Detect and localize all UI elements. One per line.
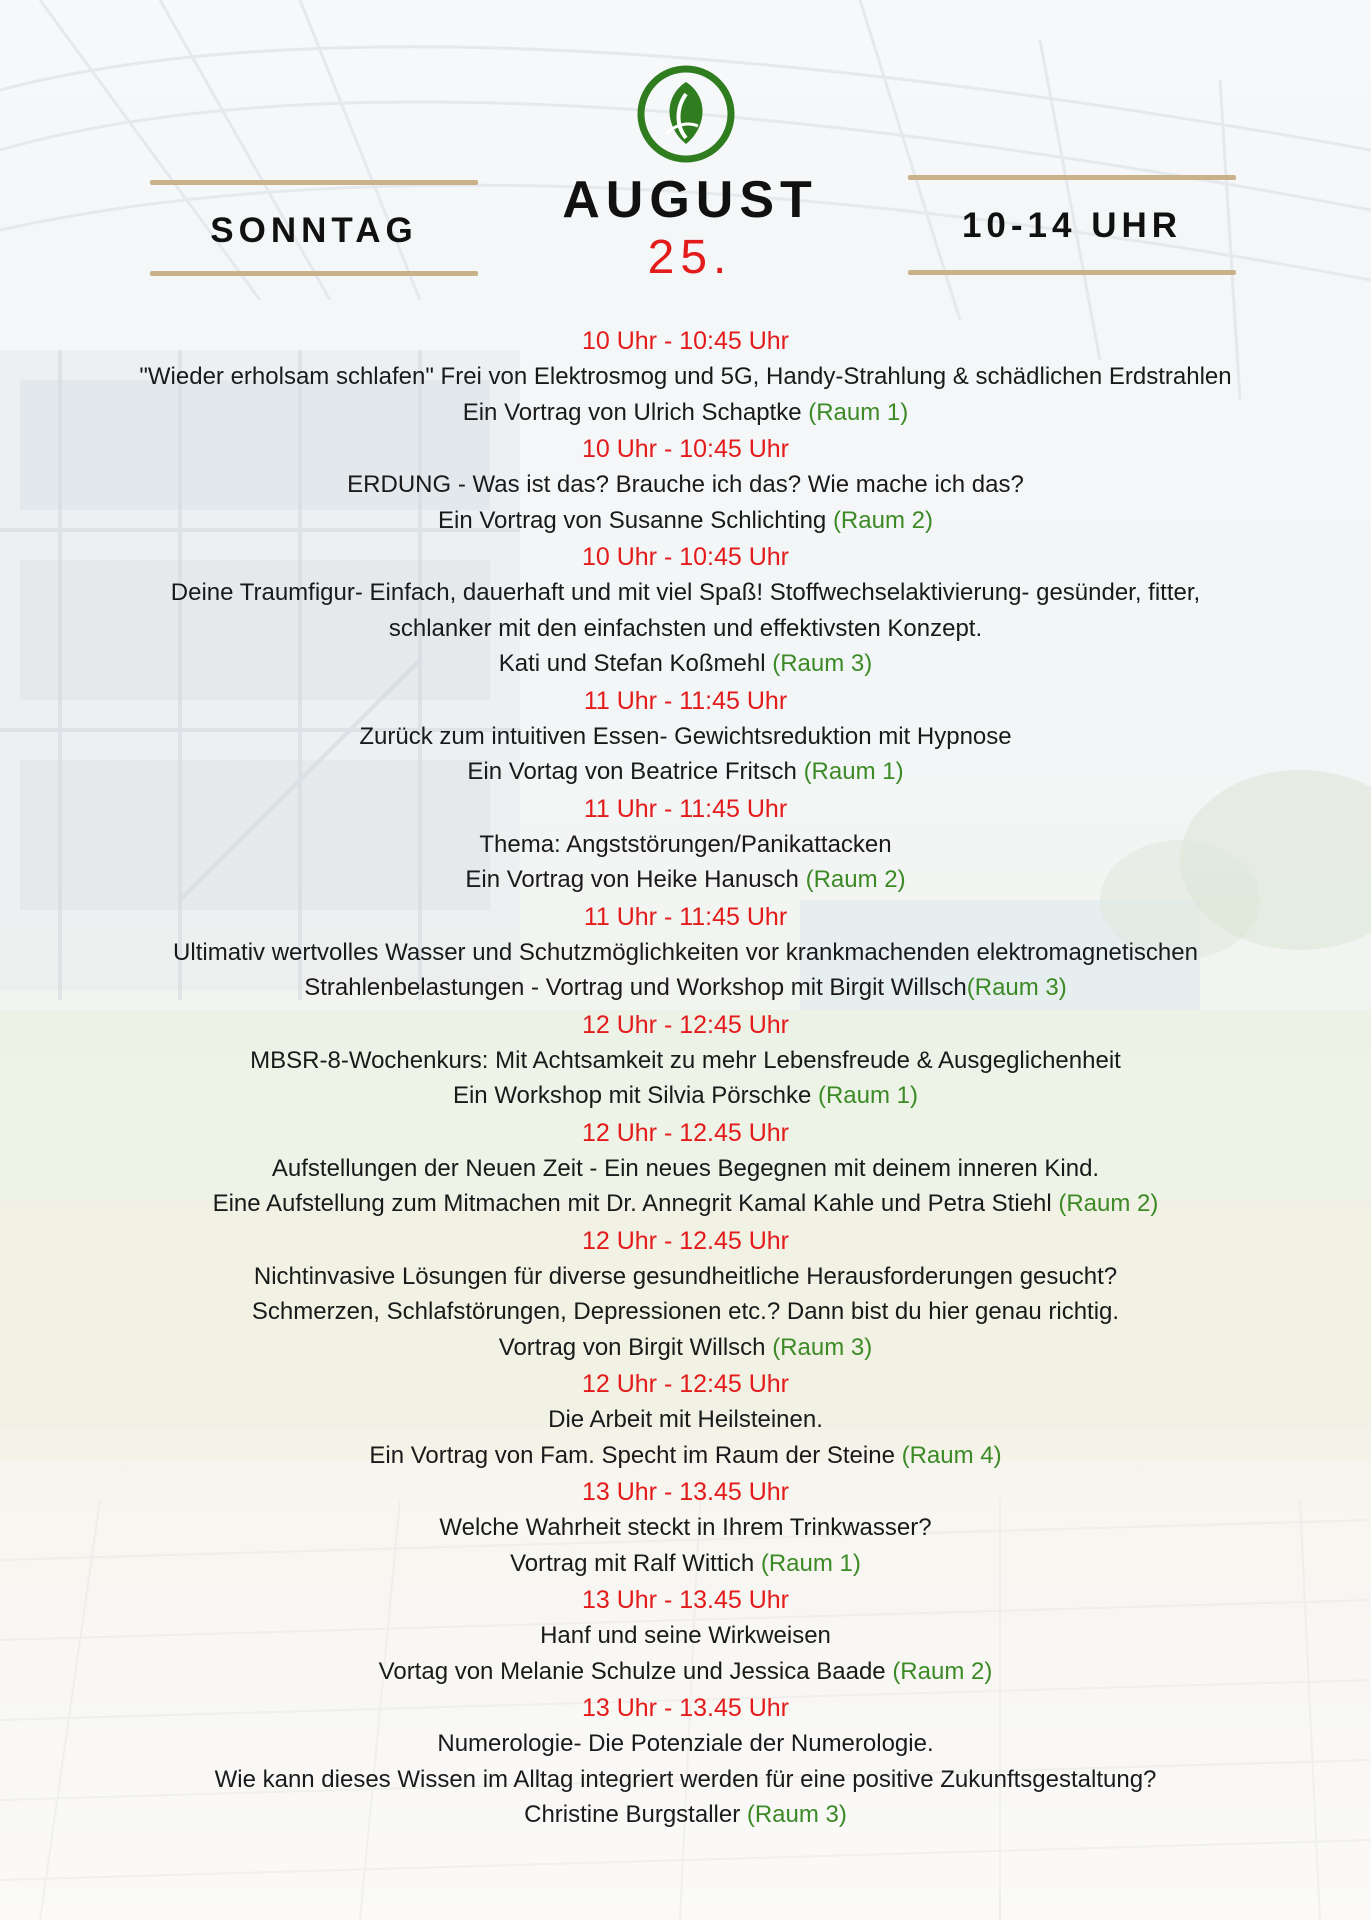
session-text-line — [0, 1546, 1371, 1582]
session-text-line — [0, 1330, 1371, 1366]
divider-rule — [908, 270, 1236, 275]
session-room: (Raum 1) — [808, 398, 909, 426]
session-text: Deine Traumfigur- Einfach, dauerhaft und mit viel Spaß! Stoffwechselaktivierung- gesünder, fitter, — [170, 579, 1201, 606]
session-text-line — [0, 1438, 1371, 1474]
session-text: Christine Burgstaller — [524, 1801, 747, 1828]
session-text-line — [0, 1510, 1371, 1546]
session-text: Ein Vortrag von Heike Hanusch — [465, 866, 806, 893]
hours-block — [908, 175, 1236, 275]
session-text: Wie kann dieses Wissen im Alltag integriert werden für eine positive Zukunftsgestaltung? — [214, 1765, 1157, 1793]
session-text-line — [0, 1294, 1371, 1330]
session-text-line — [0, 1618, 1371, 1654]
session-item — [0, 540, 1371, 682]
session-text-line — [0, 611, 1371, 647]
session-time: 11 Uhr - 11:45 Uhr — [583, 686, 788, 715]
session-room: (Raum 4) — [901, 1441, 1002, 1469]
session-text: Vortrag von Birgit Willsch — [498, 1333, 773, 1361]
session-text: Vortag von Melanie Schulze und Jessica Baade — [378, 1657, 893, 1685]
session-text: Ein Vortag von Beatrice Fritsch — [467, 758, 804, 785]
session-item — [0, 1116, 1371, 1222]
session-item — [0, 1691, 1371, 1833]
session-text-line — [0, 1797, 1371, 1833]
session-item — [0, 1583, 1371, 1689]
session-item — [0, 792, 1371, 898]
session-time: 13 Uhr - 13.45 Uhr — [581, 1478, 790, 1506]
session-time: 10 Uhr - 10:45 Uhr — [581, 543, 790, 571]
session-text: Hanf und seine Wirkweisen — [540, 1622, 831, 1649]
session-text-line — [0, 862, 1371, 898]
session-text-line — [0, 1762, 1371, 1798]
session-room: (Raum 3) — [966, 974, 1067, 1001]
leaf-logo-icon — [636, 64, 736, 164]
hours-label: 10-14 UHR — [961, 206, 1183, 245]
session-text: Eine Aufstellung zum Mitmachen mit Dr. Annegrit Kamal Kahle und Petra Stiehl — [212, 1190, 1059, 1217]
session-item — [0, 1224, 1371, 1366]
session-text-line — [0, 467, 1371, 503]
session-text-line — [0, 1654, 1371, 1690]
session-time: 10 Uhr - 10:45 Uhr — [581, 435, 790, 463]
session-text: Vortrag mit Ralf Wittich — [510, 1549, 761, 1577]
session-room: (Raum 1) — [817, 1082, 919, 1109]
session-text: MBSR-8-Wochenkurs: Mit Achtsamkeit zu mehr Lebensfreude & Ausgeglichenheit — [250, 1046, 1121, 1074]
session-item — [0, 1008, 1371, 1114]
session-text-line — [0, 575, 1371, 611]
session-room: (Raum 2) — [892, 1657, 993, 1685]
session-text: Ein Workshop mit Silvia Pörschke — [452, 1082, 818, 1109]
session-text-line — [0, 935, 1371, 971]
session-text: Thema: Angststörungen/Panikattacken — [479, 830, 892, 858]
session-text-line — [0, 395, 1371, 431]
session-text: Schmerzen, Schlafstörungen, Depressionen etc.? Dann bist du hier genau richtig. — [251, 1298, 1120, 1325]
session-text-line — [0, 827, 1371, 863]
session-text: Kati und Stefan Koßmehl — [498, 650, 773, 677]
session-text: Nichtinvasive Lösungen für diverse gesundheitliche Herausforderungen gesucht? — [253, 1262, 1118, 1290]
session-text-line — [0, 1259, 1371, 1295]
month-title: AUGUST — [562, 171, 818, 229]
session-room: (Raum 3) — [772, 1333, 873, 1361]
session-time: 12 Uhr - 12:45 Uhr — [581, 1010, 790, 1039]
session-text: Numerologie- Die Potenziale der Numerologie. — [437, 1730, 934, 1757]
session-text: Ultimativ wertvolles Wasser und Schutzmöglichkeiten vor krankmachenden elektromagnetischen — [173, 938, 1198, 966]
session-text: Welche Wahrheit steckt in Ihrem Trinkwasser? — [439, 1514, 932, 1541]
day-label: SONNTAG — [210, 211, 418, 250]
divider-rule — [150, 271, 478, 276]
program-list — [0, 324, 1371, 1835]
session-text-line — [0, 1078, 1371, 1114]
date-number: 25. — [647, 231, 733, 284]
day-block — [150, 180, 478, 276]
session-time: 12 Uhr - 12.45 Uhr — [581, 1226, 790, 1255]
session-item — [0, 324, 1371, 430]
session-text-line — [0, 970, 1371, 1006]
session-text: Ein Vortrag von Ulrich Schaptke — [462, 398, 809, 426]
session-room: (Raum 2) — [805, 866, 906, 893]
session-time: 11 Uhr - 11:45 Uhr — [583, 794, 788, 823]
session-room: (Raum 1) — [803, 758, 904, 785]
session-text: Aufstellungen der Neuen Zeit - Ein neues Begegnen mit deinem inneren Kind. — [271, 1154, 1100, 1182]
session-room: (Raum 2) — [832, 506, 933, 534]
divider-rule — [908, 175, 1236, 180]
session-item — [0, 900, 1371, 1006]
session-text-line — [0, 1151, 1371, 1187]
session-item — [0, 1367, 1371, 1473]
session-room: (Raum 3) — [772, 650, 873, 677]
session-time: 13 Uhr - 13.45 Uhr — [581, 1694, 790, 1722]
session-time: 10 Uhr - 10:45 Uhr — [581, 327, 790, 355]
session-room: (Raum 1) — [760, 1549, 861, 1577]
session-text-line — [0, 503, 1371, 539]
session-text-line — [0, 1726, 1371, 1762]
session-time: 13 Uhr - 13.45 Uhr — [581, 1586, 790, 1614]
session-text: Ein Vortrag von Susanne Schlichting — [438, 506, 833, 534]
session-item — [0, 1475, 1371, 1581]
session-text: "Wieder erholsam schlafen" Frei von Elektrosmog und 5G, Handy-Strahlung & schädlichen Erdstrahlen — [139, 363, 1232, 390]
session-item — [0, 432, 1371, 538]
session-text: ERDUNG - Was ist das? Brauche ich das? Wie mache ich das? — [347, 471, 1024, 498]
session-text: Die Arbeit mit Heilsteinen. — [548, 1406, 823, 1433]
session-text-line — [0, 1186, 1371, 1222]
session-text: Zurück zum intuitiven Essen- Gewichtsreduktion mit Hypnose — [359, 722, 1012, 750]
session-room: (Raum 3) — [746, 1801, 847, 1828]
session-text-line — [0, 359, 1371, 395]
session-item — [0, 684, 1371, 790]
session-time: 12 Uhr - 12.45 Uhr — [581, 1118, 790, 1147]
session-text-line — [0, 754, 1371, 790]
session-text-line — [0, 646, 1371, 682]
session-text: Ein Vortrag von Fam. Specht im Raum der Steine — [369, 1441, 902, 1469]
session-time: 12 Uhr - 12:45 Uhr — [581, 1370, 790, 1398]
session-text-line — [0, 1402, 1371, 1438]
divider-rule — [150, 180, 478, 185]
session-text-line — [0, 1043, 1371, 1079]
session-text: Strahlenbelastungen - Vortrag und Workshop mit Birgit Willsch — [304, 974, 967, 1001]
session-text-line — [0, 719, 1371, 755]
session-time: 11 Uhr - 11:45 Uhr — [583, 902, 788, 931]
session-text: schlanker mit den einfachsten und effektivsten Konzept. — [388, 614, 983, 642]
session-room: (Raum 2) — [1058, 1190, 1159, 1217]
